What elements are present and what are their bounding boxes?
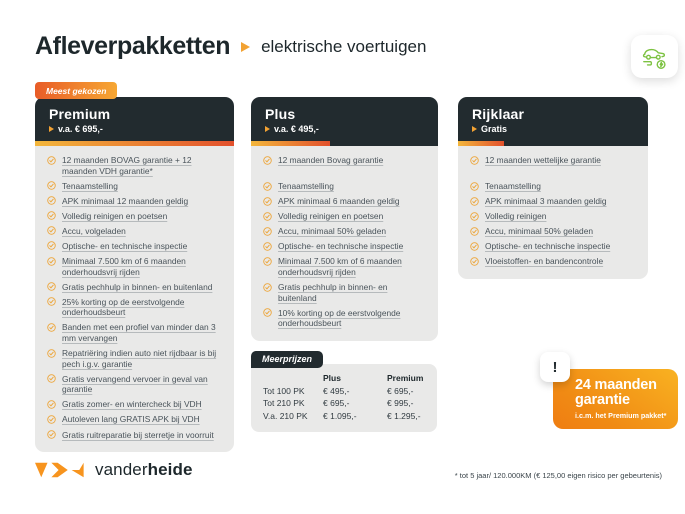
check-icon [263, 283, 272, 292]
check-icon [263, 197, 272, 206]
feature-item: Volledig reinigen en poetsen [263, 211, 428, 222]
arrow-icon [472, 126, 477, 132]
check-icon [470, 242, 479, 251]
row-label: V.a. 210 PK [263, 410, 308, 421]
vanderheide-logo [35, 460, 193, 480]
cell-plus: € 1.095,- [323, 410, 357, 421]
column-header-plus: Plus [323, 373, 341, 383]
feature-item: Repatriëring indien auto niet rijdbaar is bij pech i.g.v. garantie [47, 348, 224, 369]
check-icon [263, 156, 272, 165]
feature-item: Accu, minimaal 50% geladen [263, 226, 428, 237]
check-icon [47, 323, 56, 332]
feature-item: Vloeistoffen- en bandencontrole [470, 256, 638, 267]
guarantee-banner [553, 369, 678, 429]
check-icon [47, 374, 56, 383]
package-price: v.a. € 495,- [265, 124, 424, 134]
check-icon [47, 282, 56, 291]
cell-premium: € 995,- [387, 398, 414, 408]
package-header-premium [35, 97, 234, 141]
package-header-rijklaar [458, 97, 648, 141]
vdh-logo-icon [35, 461, 87, 479]
feature-item: Gratis pechhulp in binnen- en buitenland [263, 282, 428, 303]
check-icon [47, 257, 56, 266]
meerprijzen-tab: Meerprijzen [251, 351, 323, 368]
feature-item: Minimaal 7.500 km of 6 maanden onderhoudsvrij rijden [47, 256, 224, 277]
feature-item: Optische- en technische inspectie [263, 241, 428, 252]
feature-item: 25% korting op de eerstvolgende onderhoudsbeurt [47, 297, 224, 318]
electric-car-icon [640, 43, 670, 71]
feature-item: APK minimaal 3 maanden geldig [470, 196, 638, 207]
feature-item: Gratis vervangend vervoer in geval van garantie [47, 374, 224, 395]
check-icon [470, 182, 479, 191]
feature-item: Volledig reinigen [470, 211, 638, 222]
check-icon [47, 211, 56, 220]
check-icon [470, 212, 479, 221]
check-icon [263, 212, 272, 221]
feature-item: Autoleven lang GRATIS APK bij VDH [47, 414, 224, 425]
most-chosen-badge: Meest gekozen [35, 82, 117, 99]
feature-item: 12 maanden Bovag garantie [263, 155, 428, 166]
check-icon [47, 297, 56, 306]
feature-item: Minimaal 7.500 km of 6 maanden onderhoudsvrij rijden [263, 256, 428, 277]
package-feature-list [458, 146, 648, 279]
cell-premium: € 695,- [387, 385, 414, 396]
package-price: Gratis [472, 124, 634, 134]
package-card-plus [251, 97, 438, 341]
cell-plus: € 495,- [323, 385, 350, 396]
meerprijzen-table [263, 373, 425, 421]
arrow-icon [265, 126, 270, 132]
cell-plus: € 695,- [323, 398, 350, 408]
package-header-plus [251, 97, 438, 141]
package-card-rijklaar [458, 97, 648, 279]
package-card-premium [35, 97, 234, 452]
feature-item: 10% korting op de eerstvolgende onderhoudsbeurt [263, 308, 428, 329]
row-label: Tot 100 PK [263, 385, 305, 396]
feature-item: Gratis zomer- en wintercheck bij VDH [47, 399, 224, 410]
check-icon [263, 257, 272, 266]
arrow-icon [241, 42, 250, 52]
arrow-icon [49, 126, 54, 132]
feature-item: Accu, volgeladen [47, 226, 224, 237]
feature-item: Optische- en technische inspectie [47, 241, 224, 252]
page-subtitle: elektrische voertuigen [261, 36, 427, 56]
page-header [35, 32, 426, 61]
feature-item: Banden met een profiel van minder dan 3 mm vervangen [47, 322, 224, 343]
package-feature-list [35, 146, 234, 452]
brand-name: vanderheide [95, 460, 193, 479]
package-name: Premium [49, 106, 111, 122]
feature-item: Volledig reinigen en poetsen [47, 211, 224, 222]
cell-premium: € 1.295,- [387, 410, 421, 421]
check-icon [470, 156, 479, 165]
meerprijzen-panel [251, 364, 437, 432]
check-icon [470, 227, 479, 236]
feature-item: Gratis ruitreparatie bij sterretje in voorruit [47, 430, 224, 441]
check-icon [263, 242, 272, 251]
column-header-premium: Premium [387, 373, 424, 383]
electric-vehicle-button[interactable] [631, 35, 678, 78]
check-icon [263, 308, 272, 317]
check-icon [47, 226, 56, 235]
page-title: Afleverpakketten [35, 32, 231, 60]
check-icon [47, 430, 56, 439]
check-icon [47, 400, 56, 409]
feature-item: 12 maanden BOVAG garantie + 12 maanden VDH garantie* [47, 155, 224, 176]
check-icon [263, 182, 272, 191]
check-icon [470, 197, 479, 206]
guarantee-title: 24 maanden garantie [575, 377, 657, 409]
check-icon [47, 241, 56, 250]
guarantee-note: i.c.m. het Premium pakket* [575, 411, 667, 421]
package-name: Plus [265, 106, 296, 122]
footnote: * tot 5 jaar/ 120.000KM (€ 125,00 eigen risico per gebeurtenis) [454, 471, 662, 480]
feature-item: Tenaamstelling [470, 181, 638, 192]
check-icon [47, 196, 56, 205]
feature-item: 12 maanden wettelijke garantie [470, 155, 638, 166]
feature-item: APK minimaal 6 maanden geldig [263, 196, 428, 207]
check-icon [47, 349, 56, 358]
feature-item: Gratis pechhulp in binnen- en buitenland [47, 282, 224, 293]
feature-item: APK minimaal 12 maanden geldig [47, 196, 224, 207]
package-name: Rijklaar [472, 106, 525, 122]
check-icon [47, 415, 56, 424]
check-icon [470, 257, 479, 266]
feature-item: Tenaamstelling [47, 181, 224, 192]
exclamation-icon: ! [540, 352, 570, 382]
feature-item: Accu, minimaal 50% geladen [470, 226, 638, 237]
feature-item: Tenaamstelling [263, 181, 428, 192]
check-icon [47, 181, 56, 190]
package-price: v.a. € 695,- [49, 124, 220, 134]
row-label: Tot 210 PK [263, 398, 305, 408]
package-feature-list [251, 146, 438, 341]
check-icon [263, 227, 272, 236]
check-icon [47, 156, 56, 165]
feature-item: Optische- en technische inspectie [470, 241, 638, 252]
